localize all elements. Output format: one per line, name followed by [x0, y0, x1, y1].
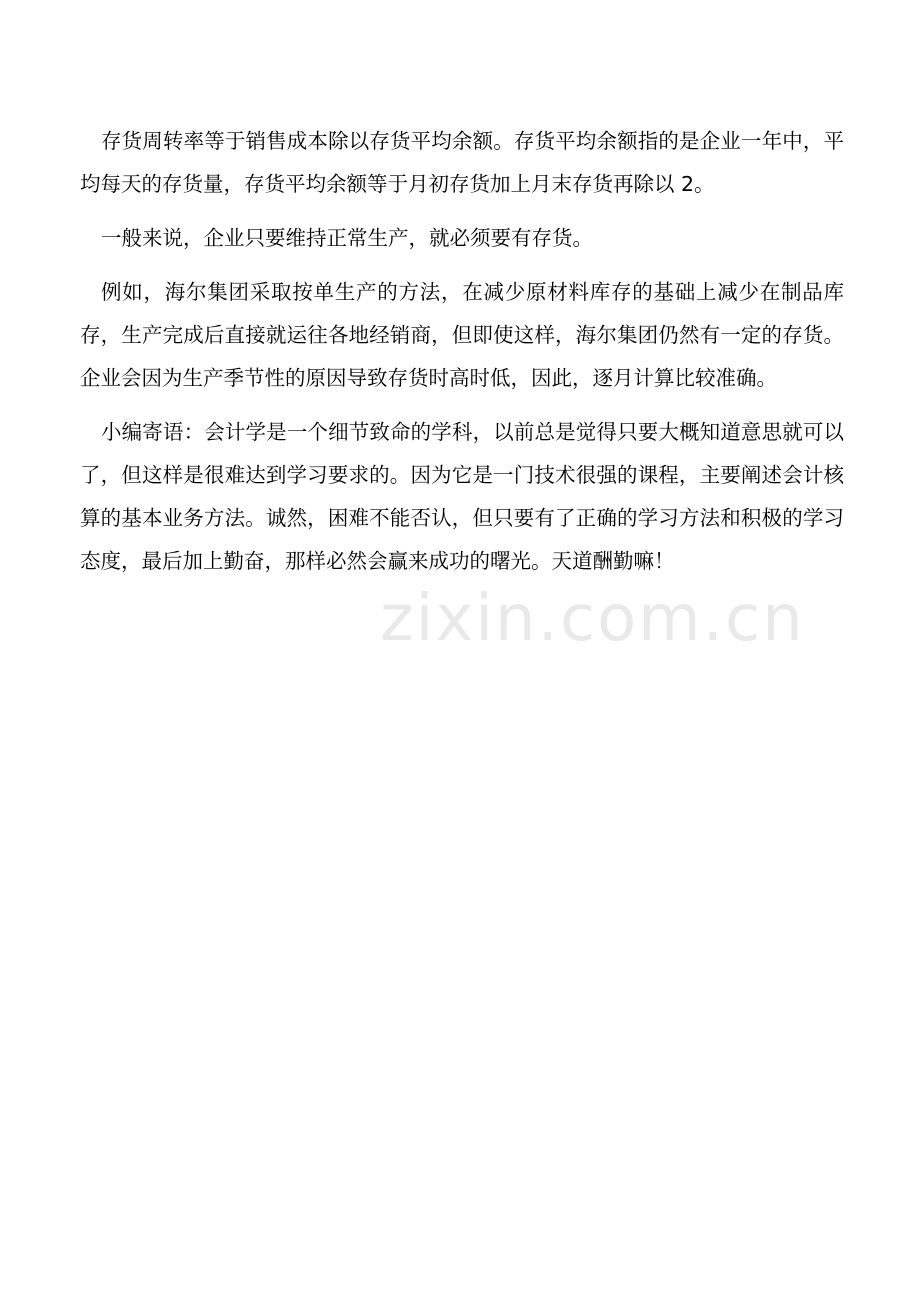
- watermark: zixin.com.cn: [380, 582, 805, 656]
- paragraph-editor-note: 小编寄语：会计学是一个细节致命的学科，以前总是觉得只要大概知道意思就可以了，但这样是很难达到学习要求的。因为它是一门技术很强的课程，主要阐述会计核算的基本业务方法。诚然，困难不能否认，但只要有了正确的学习方法和积极的学习态度，最后加上勤奋，那样必然会赢来成功的曙光。天道酬勤嘛！: [80, 420, 844, 573]
- paragraph-haier-example: 例如，海尔集团采取按单生产的方法，在减少原材料库存的基础上减少在制品库存，生产完成后直接就运往各地经销商，但即使这样，海尔集团仍然有一定的存货。企业会因为生产季节性的原因导致存货时高时低，因此，逐月计算比较准确。: [80, 280, 844, 390]
- paragraph-general-statement: 一般来说，企业只要维持正常生产，就必须要有存货。: [101, 226, 593, 250]
- document-body: [80, 120, 844, 594]
- paragraph-inventory-turnover: 存货周转率等于销售成本除以存货平均余额。存货平均余额指的是企业一年中，平均每天的存货量，存货平均余额等于月初存货加上月末存货再除以 2。: [80, 129, 844, 196]
